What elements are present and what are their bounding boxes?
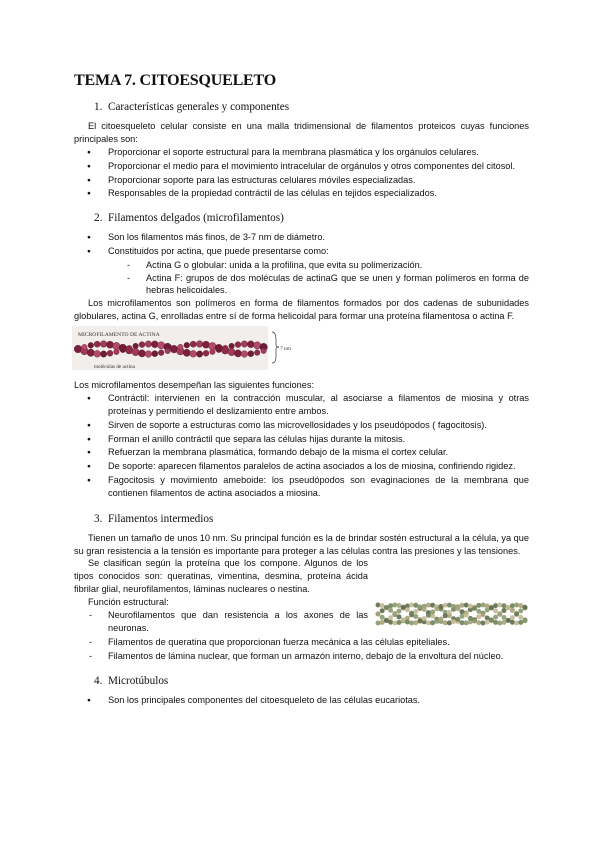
actin-bead [254,350,260,356]
list-item: - Neurofilamentos que dan resistencia a los axones de las neuronas. [74,609,529,635]
figure-label-bottom: moléculas de actina [94,364,135,371]
actin-bead [94,350,101,357]
actin-bead [165,348,171,354]
actin-bead [183,349,190,356]
list-item: ● Son los principales componentes del citoesqueleto de las células eucariotas. [74,694,529,707]
actin-bead [228,348,236,356]
microfilament-functions-list [74,392,529,500]
actin-bead [139,342,145,348]
actin-bead [196,351,202,357]
actin-bead [247,341,254,348]
list-item: - Actina G o globular: unida a la profilina, que evita su polimerización. [74,259,529,272]
filament-bead [464,603,469,608]
actin-bead [196,341,203,348]
actin-bead [82,344,88,350]
actin-bead [133,343,139,349]
structural-function-label: Función estructural: [88,597,169,608]
section-4-heading: 4. Microtúbulos [94,675,169,688]
actin-bead [151,341,158,348]
list-item: - Filamentos de lámina nuclear, que forman un armazón interno, debajo de la envoltura del núcleo. [74,650,529,663]
actin-microfilament-figure [72,326,302,370]
list-item: ● Proporcionar el soporte estructural para la membrana plasmática y los orgánulos celulares. [74,146,529,159]
actin-bead [106,341,113,348]
actin-types-list [74,259,529,298]
list-item: ● Fagocitosis y movimiento ameboide: los pseudópodos son evaginaciones de la membrana que contienen filamentos de actina asociados a miosina. [74,474,529,500]
actin-bead [107,350,113,356]
filament-bead [493,604,498,609]
actin-bead [88,343,94,349]
actin-bead [234,350,241,357]
filament-bead [392,603,397,608]
filament-bead [497,603,502,608]
functions-intro: Los microfilamentos desempeñan las siguientes funciones: [74,380,315,391]
section-2-bullet-list [74,231,529,258]
actin-bead [152,351,158,357]
actin-bead [229,343,235,349]
actin-bead [248,351,254,357]
actin-bead [138,350,145,357]
actin-bead [190,341,196,347]
document-title: TEMA 7. CITOESQUELETO [74,72,276,89]
actin-bead [241,341,248,348]
filament-bead [510,604,515,609]
list-item: ● Contráctil: intervienen en la contracción muscular, al asociarse a filamentos de miosina y otras proteínas y permitiendo el deslizamiento entre ambos. [74,392,529,418]
actin-bead [184,342,190,348]
list-item: ● Constituidos por actina, que puede presentarse como: [74,245,529,258]
filament-bead [514,603,519,608]
actin-bead [94,341,100,347]
actin-bead [202,341,209,348]
actin-bead [87,349,94,356]
section-3-heading: 3. Filamentos intermedios [94,512,214,525]
list-item: ● Proporcionar soporte para las estructuras celulares móviles especializadas. [74,174,529,187]
list-item: ● Proporcionar el medio para el movimiento intracelular de orgánulos y otros componentes del citosol. [74,160,529,173]
list-item: ● De soporte: aparecen filamentos paralelos de actina asociados a los de miosina, confiriendo rigidez. [74,460,529,473]
filament-bead [376,603,381,608]
list-item: ● Forman el anillo contráctil que separa las células hijas durante la mitosis. [74,433,529,446]
actin-bead [145,351,152,358]
document-page [74,70,529,708]
actin-bead [132,348,140,356]
actin-bead [241,351,248,358]
section-1-intro: El citoesqueleto celular consiste en una malla tridimensional de filamentos proteicos cuyas funciones principales son: [74,121,529,144]
actin-bead [100,351,106,357]
actin-bead [158,350,164,356]
section-1-heading: 1. Características generales y componentes [94,101,290,114]
section-4-bullet-list [74,694,529,707]
intermediate-filaments-paragraph-2: Se clasifican según la proteína que los compone. Algunos de los tipos conocidos son: queratinas, vimentina, desmina, proteína ácida fibrilar glial, neurofilamentos, láminas nucleares o nestina. [74,558,368,595]
actin-bead [235,342,241,348]
actin-bead [75,346,80,351]
actin-bead [261,348,266,353]
section-1-bullet-list [74,146,529,201]
intermediate-filaments-paragraph-1: Tienen un tamaño de unos 10 nm. Su principal función es la de brindar sostén estructural a la célula, ya que su gran resistencia a la tensión es importante para proteger a las células contra las presiones y las tensiones. [74,532,529,556]
list-item: ● Refuerzan la membrana plasmática, formando debajo de la misma el cortex celular. [74,446,529,459]
filament-bead [481,603,486,608]
actin-bead [145,341,151,347]
structural-function-list [74,609,529,663]
actin-bead [203,350,209,356]
list-item: ● Sirven de soporte a estructuras como las microvellosidades y los pseudópodos ( fagocitosis). [74,419,529,432]
figure-label-side: 7 nm [280,346,291,353]
figure-label-top: MICROFILAMENTO DE ACTINA [78,332,160,339]
actin-bead [100,341,107,348]
list-item: - Filamentos de queratina que proporcionan fuerza mecánica a las células epiteliales. [74,636,529,649]
actin-bead [171,346,176,351]
list-item: ● Son los filamentos más finos, de 3-7 nm de diámetro. [74,231,529,244]
actin-filament-illustration [72,326,302,370]
actin-bead [190,350,197,357]
list-item: - Actina F: grupos de dos moléculas de actinaG que se unen y forman polímeros en forma de hebras helicoidales. [74,272,529,298]
microfilament-paragraph: Los microfilamentos son polímeros en forma de filamentos formados por dos cadenas de subunidades globulares, actina G, enrolladas entre sí de forma helicoidal para formar una proteína filamentosa o actina F. [74,298,529,322]
actin-bead [178,344,184,350]
list-item: ● Responsables de la propiedad contráctil de las células en tejidos especializados. [74,187,529,200]
section-2-heading: 2. Filamentos delgados (microfilamentos) [94,212,284,225]
